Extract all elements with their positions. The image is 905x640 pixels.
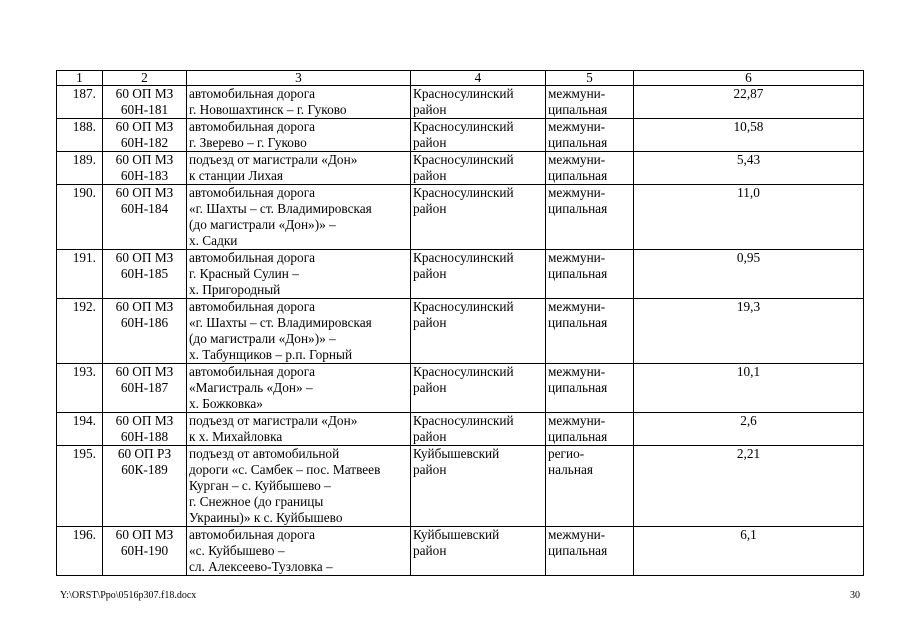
road-type-cell — [546, 185, 634, 250]
road-name-line: автомобильная дорога — [189, 185, 316, 200]
road-code-line: 60 ОП МЗ — [115, 86, 174, 101]
road-name-line: х. Табунщиков – р.п. Горный — [189, 347, 353, 362]
road-name-line: «Магистраль «Дон» – — [189, 380, 313, 395]
road-type-line: ципальная — [548, 168, 608, 183]
road-code-line: 60 ОП МЗ — [115, 185, 174, 200]
header-row — [57, 71, 864, 86]
district-cell — [411, 446, 546, 527]
district-line: Красносулинский — [413, 413, 514, 428]
road-name-cell — [187, 299, 411, 364]
road-code-line: 60Н-190 — [120, 543, 169, 558]
road-type-line: межмуни- — [548, 185, 606, 200]
road-code-line: 60Н-182 — [120, 135, 169, 150]
road-code-cell — [103, 250, 187, 299]
road-name-line: «с. Куйбышево – — [189, 543, 285, 558]
row-number-cell: 188. — [57, 119, 103, 152]
district-line: Красносулинский — [413, 299, 514, 314]
table-body — [57, 71, 864, 576]
road-name-line: Украины)» к с. Куйбышево — [189, 510, 343, 525]
table-row — [57, 413, 864, 446]
road-name-line: х. Садки — [189, 233, 238, 248]
road-type-line: межмуни- — [548, 250, 606, 265]
road-type-line: межмуни- — [548, 413, 606, 428]
road-type-line: ципальная — [548, 315, 608, 330]
road-name-line: «г. Шахты – ст. Владимировская — [189, 201, 372, 216]
road-type-line: нальная — [548, 462, 593, 477]
row-number-cell: 192. — [57, 299, 103, 364]
road-length-cell: 2,6 — [634, 413, 864, 446]
road-type-line: межмуни- — [548, 527, 606, 542]
district-cell — [411, 364, 546, 413]
district-line: Куйбышевский — [413, 446, 500, 461]
road-type-line: ципальная — [548, 429, 608, 444]
header-cell-2: 2 — [103, 71, 187, 86]
road-type-line: ципальная — [548, 266, 608, 281]
road-type-cell — [546, 152, 634, 185]
row-number-cell: 193. — [57, 364, 103, 413]
road-code-line: 60Н-187 — [120, 380, 169, 395]
road-code-line: 60К-189 — [121, 462, 168, 477]
district-line: Красносулинский — [413, 152, 514, 167]
road-type-line: межмуни- — [548, 119, 606, 134]
district-cell — [411, 527, 546, 576]
district-line: Красносулинский — [413, 86, 514, 101]
table-row — [57, 250, 864, 299]
footer-file-path: Y:\ORST\Ppo\0516p307.f18.docx — [60, 590, 197, 601]
district-cell — [411, 299, 546, 364]
road-type-cell — [546, 299, 634, 364]
row-number-cell: 187. — [57, 86, 103, 119]
district-cell — [411, 119, 546, 152]
district-line: Красносулинский — [413, 250, 514, 265]
road-code-line: 60Н-188 — [120, 429, 169, 444]
road-code-cell — [103, 527, 187, 576]
road-code-cell — [103, 185, 187, 250]
road-type-line: ципальная — [548, 102, 608, 117]
district-line: район — [413, 201, 447, 216]
table-row — [57, 527, 864, 576]
road-name-line: г. Новошахтинск – г. Гуково — [189, 102, 347, 117]
road-length-cell: 10,58 — [634, 119, 864, 152]
road-type-cell — [546, 250, 634, 299]
district-line: район — [413, 315, 447, 330]
road-type-line: межмуни- — [548, 299, 606, 314]
road-name-line: к станции Лихая — [189, 168, 283, 183]
road-name-line: подъезд от магистрали «Дон» — [189, 413, 358, 428]
road-type-cell — [546, 86, 634, 119]
road-length-cell: 19,3 — [634, 299, 864, 364]
road-name-cell — [187, 86, 411, 119]
road-name-line: г. Зверево – г. Гуково — [189, 135, 307, 150]
road-type-line: регио- — [548, 446, 585, 461]
header-cell-5: 5 — [546, 71, 634, 86]
district-line: район — [413, 168, 447, 183]
district-line: Красносулинский — [413, 185, 514, 200]
road-code-cell — [103, 299, 187, 364]
road-name-cell — [187, 185, 411, 250]
district-line: район — [413, 266, 447, 281]
road-name-line: «г. Шахты – ст. Владимировская — [189, 315, 372, 330]
road-name-cell — [187, 527, 411, 576]
road-name-line: автомобильная дорога — [189, 527, 316, 542]
road-name-line: сл. Алексеево-Тузловка – — [189, 559, 333, 574]
district-line: район — [413, 135, 447, 150]
district-line: район — [413, 102, 447, 117]
district-cell — [411, 413, 546, 446]
district-cell — [411, 152, 546, 185]
header-cell-1: 1 — [57, 71, 103, 86]
table-row — [57, 152, 864, 185]
road-name-line: автомобильная дорога — [189, 364, 316, 379]
road-code-cell — [103, 119, 187, 152]
road-type-line: ципальная — [548, 201, 608, 216]
road-name-line: (до магистрали «Дон»)» – — [189, 331, 336, 346]
table-row — [57, 185, 864, 250]
road-type-cell — [546, 413, 634, 446]
district-line: район — [413, 429, 447, 444]
road-code-line: 60Н-183 — [120, 168, 169, 183]
road-type-line: ципальная — [548, 135, 608, 150]
road-type-cell — [546, 364, 634, 413]
district-line: район — [413, 380, 447, 395]
road-length-cell: 0,95 — [634, 250, 864, 299]
road-name-cell — [187, 446, 411, 527]
road-type-line: межмуни- — [548, 364, 606, 379]
road-code-cell — [103, 364, 187, 413]
road-code-line: 60 ОП МЗ — [115, 299, 174, 314]
road-type-line: ципальная — [548, 380, 608, 395]
road-code-line: 60 ОП МЗ — [115, 364, 174, 379]
row-number-cell: 191. — [57, 250, 103, 299]
road-code-line: 60Н-185 — [120, 266, 169, 281]
row-number-cell: 190. — [57, 185, 103, 250]
road-name-line: подъезд от магистрали «Дон» — [189, 152, 358, 167]
road-code-line: 60 ОП МЗ — [115, 527, 174, 542]
road-name-line: х. Божковка» — [189, 396, 263, 411]
road-name-cell — [187, 119, 411, 152]
road-name-line: подъезд от автомобильной — [189, 446, 340, 461]
district-line: Красносулинский — [413, 364, 514, 379]
road-name-line: г. Снежное (до границы — [189, 494, 324, 509]
road-name-cell — [187, 364, 411, 413]
district-cell — [411, 86, 546, 119]
table-row — [57, 299, 864, 364]
road-name-line: г. Красный Сулин – — [189, 266, 299, 281]
district-cell — [411, 250, 546, 299]
road-name-line: к х. Михайловка — [189, 429, 283, 444]
district-line: район — [413, 543, 447, 558]
road-name-cell — [187, 413, 411, 446]
road-length-cell: 11,0 — [634, 185, 864, 250]
header-cell-3: 3 — [187, 71, 411, 86]
header-cell-4: 4 — [411, 71, 546, 86]
table-row — [57, 119, 864, 152]
road-type-cell — [546, 446, 634, 527]
road-length-cell: 22,87 — [634, 86, 864, 119]
district-line: Куйбышевский — [413, 527, 500, 542]
row-number-cell: 196. — [57, 527, 103, 576]
road-name-cell — [187, 250, 411, 299]
table-row — [57, 86, 864, 119]
road-code-line: 60 ОП МЗ — [115, 119, 174, 134]
road-code-line: 60 ОП РЗ — [117, 446, 172, 461]
district-line: Красносулинский — [413, 119, 514, 134]
road-code-cell — [103, 413, 187, 446]
road-length-cell: 10,1 — [634, 364, 864, 413]
road-code-line: 60 ОП МЗ — [115, 413, 174, 428]
road-code-line: 60 ОП МЗ — [115, 250, 174, 265]
district-line: район — [413, 462, 447, 477]
road-code-cell — [103, 446, 187, 527]
road-name-line: дороги «с. Самбек – пос. Матвеев — [189, 462, 381, 477]
road-code-line: 60Н-186 — [120, 315, 169, 330]
district-cell — [411, 185, 546, 250]
road-type-cell — [546, 119, 634, 152]
road-code-cell — [103, 152, 187, 185]
road-name-line: автомобильная дорога — [189, 119, 316, 134]
road-length-cell: 6,1 — [634, 527, 864, 576]
road-name-line: (до магистрали «Дон»)» – — [189, 217, 336, 232]
road-type-line: межмуни- — [548, 152, 606, 167]
road-type-line: межмуни- — [548, 86, 606, 101]
header-cell-6: 6 — [634, 71, 864, 86]
road-name-line: Курган – с. Куйбышево – — [189, 478, 331, 493]
roads-table — [56, 70, 864, 576]
road-type-line: ципальная — [548, 543, 608, 558]
row-number-cell: 189. — [57, 152, 103, 185]
road-name-line: автомобильная дорога — [189, 299, 316, 314]
road-name-line: х. Пригородный — [189, 282, 281, 297]
road-code-line: 60Н-184 — [120, 201, 169, 216]
road-length-cell: 5,43 — [634, 152, 864, 185]
road-code-line: 60 ОП МЗ — [115, 152, 174, 167]
road-code-line: 60Н-181 — [120, 102, 169, 117]
row-number-cell: 195. — [57, 446, 103, 527]
road-name-cell — [187, 152, 411, 185]
table-row — [57, 364, 864, 413]
road-name-line: автомобильная дорога — [189, 250, 316, 265]
table-row — [57, 446, 864, 527]
row-number-cell: 194. — [57, 413, 103, 446]
road-code-cell — [103, 86, 187, 119]
road-name-line: автомобильная дорога — [189, 86, 316, 101]
road-length-cell: 2,21 — [634, 446, 864, 527]
footer-page-number: 30 — [850, 590, 860, 601]
road-type-cell — [546, 527, 634, 576]
